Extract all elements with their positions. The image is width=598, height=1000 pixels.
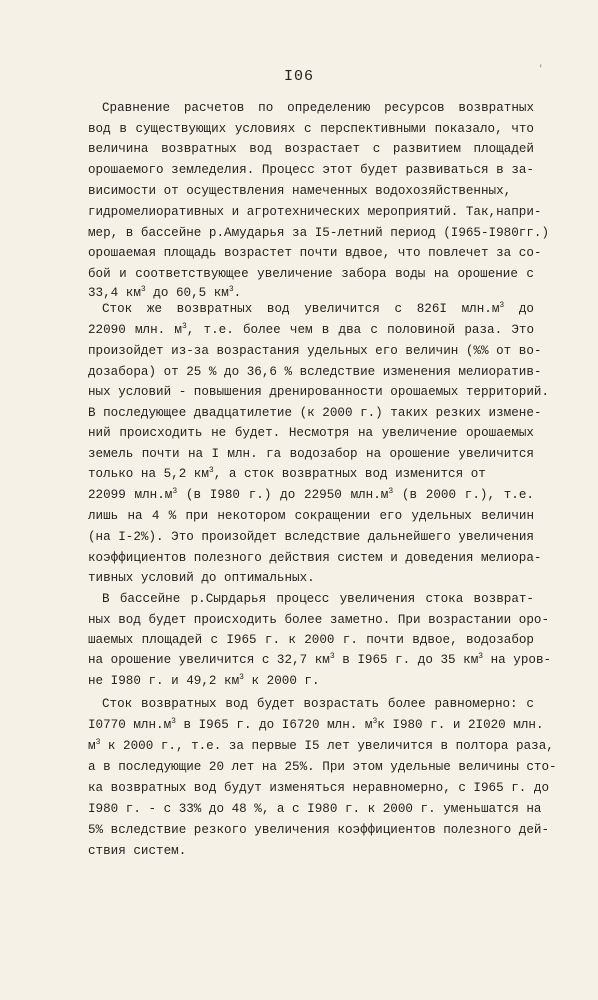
text-line: Сток возвратных вод будет возрастать более равномерно: с (102, 697, 534, 711)
text-segment: в I965 г. до 35 км (334, 653, 479, 667)
text-line: ных условий - повышения дренированности орошаемых территорий. (88, 385, 550, 399)
text-line: величина возвратных вод возрастает с развитием площадей (88, 142, 534, 156)
text-segment: только на 5,2 км (88, 467, 209, 481)
text-line (88, 487, 534, 504)
text-line: шаемых площадей с I965 г. к 2000 г. почти вдвое, водозабор (88, 633, 534, 647)
text-segment: не I980 г. и 49,2 км (88, 674, 240, 688)
text-segment: I0770 млн.м (88, 718, 172, 732)
text-line: орошаемого земледелия. Процесс этот будет развиваться в за- (88, 163, 534, 177)
text-line: ка возвратных вод будут изменяться неравномерно, с I965 г. до (88, 781, 550, 795)
text-line (88, 466, 534, 483)
text-line: I980 г. - с 33% до 48 %, а с I980 г. к 2000 г. уменьшатся на (88, 802, 542, 816)
text-line (88, 322, 534, 339)
text-segment: 22090 млн. м (88, 323, 182, 337)
superscript: 3 (95, 738, 101, 747)
text-line (102, 301, 534, 318)
text-line (88, 738, 554, 755)
text-line (88, 717, 544, 734)
text-segment: на уров- (483, 653, 552, 667)
text-line: В бассейне р.Сырдарья процесс увеличения стока возврат- (102, 592, 534, 606)
superscript: 3 (478, 652, 484, 661)
text-segment: м (88, 739, 96, 753)
text-line: 5% вследствие резкого увеличения коэффициентов полезного дей- (88, 823, 550, 837)
margin-mark: ' (538, 64, 544, 74)
text-segment: до 60,5 км (145, 286, 229, 300)
text-line: а в последующие 20 лет на 25%. При этом удельные величины сто- (88, 760, 557, 774)
text-segment: к 2000 г., т.е. за первые I5 лет увеличится в полтора раза, (100, 739, 554, 753)
text-line (88, 652, 552, 669)
text-segment: к I980 г. и 2I020 млн. (377, 718, 544, 732)
text-segment: . (233, 286, 242, 300)
text-segment: на орошение увеличится с 32,7 км (88, 653, 330, 667)
superscript: 3 (171, 717, 176, 726)
page-number: I06 (283, 68, 314, 85)
superscript: 3 (372, 717, 378, 726)
text-segment: 33,4 км (88, 286, 141, 300)
superscript: 3 (239, 673, 244, 682)
text-line: (на I-2%). Это произойдет вследствие дальнейшего увеличения (88, 530, 534, 544)
text-segment: к 2000 г. (243, 674, 320, 688)
text-line: В последующее двадцатилетие (к 2000 г.) таких резких измене- (88, 406, 542, 420)
text-line: Сравнение расчетов по определению ресурсов возвратных (102, 101, 534, 115)
superscript: 3 (329, 652, 335, 661)
superscript: 3 (228, 285, 234, 294)
text-segment: 22099 млн.м (88, 488, 173, 502)
text-line: дозабора) от 25 % до 36,6 % вследствие изменения мелиоратив- (88, 365, 542, 379)
text-line (88, 673, 534, 690)
text-line: гидромелиоративных и агротехнических мероприятий. Так,напри- (88, 205, 542, 219)
superscript: 3 (499, 301, 505, 310)
text-segment: в I965 г. до I6720 млн. м (175, 718, 373, 732)
text-segment: до (504, 302, 534, 316)
text-line: вод в существующих условиях с перспективными показало, что (88, 122, 534, 136)
superscript: 3 (208, 466, 214, 475)
superscript: 3 (181, 322, 187, 331)
superscript: 3 (172, 487, 178, 496)
text-line: лишь на 4 % при некотором сокращении его удельных величин (88, 509, 534, 523)
text-line: тивных условий до оптимальных. (88, 571, 315, 585)
text-line: мер, в бассейне р.Амударья за I5-летний период (I965-I980гг.) (88, 226, 550, 240)
text-segment: , а сток возвратных вод изменится от (213, 467, 486, 481)
text-line: ных вод будет происходить более заметно. При возрастании оро- (88, 613, 550, 627)
text-segment: Сток же возвратных вод увеличится с 826I млн.м (102, 302, 500, 316)
text-line (88, 285, 534, 302)
text-line: бой и соответствующее увеличение забора воды на орошение с (88, 267, 534, 281)
text-segment: , т.е. более чем в два с половиной раза. Это (186, 323, 534, 337)
superscript: 3 (388, 487, 394, 496)
text-line: орошаемая площадь возрастет почти вдвое, что повлечет за со- (88, 246, 542, 260)
text-line: ствия систем. (88, 844, 187, 858)
text-line: произойдет из-за возрастания удельных его величин (%% от во- (88, 344, 542, 358)
text-line: ний происходить не будет. Несмотря на увеличение орошаемых (88, 426, 534, 440)
text-line: земель почти на I млн. га водозабор на орошение увеличится (88, 447, 534, 461)
text-line: коэффициентов полезного действия систем и доведения мелиора- (88, 551, 542, 565)
text-line: висимости от осуществления намеченных водохозяйственных, (88, 184, 512, 198)
text-segment: (в I980 г.) до 22950 млн.м (177, 488, 389, 502)
superscript: 3 (140, 285, 146, 294)
text-segment: (в 2000 г.), т.е. (393, 488, 534, 502)
